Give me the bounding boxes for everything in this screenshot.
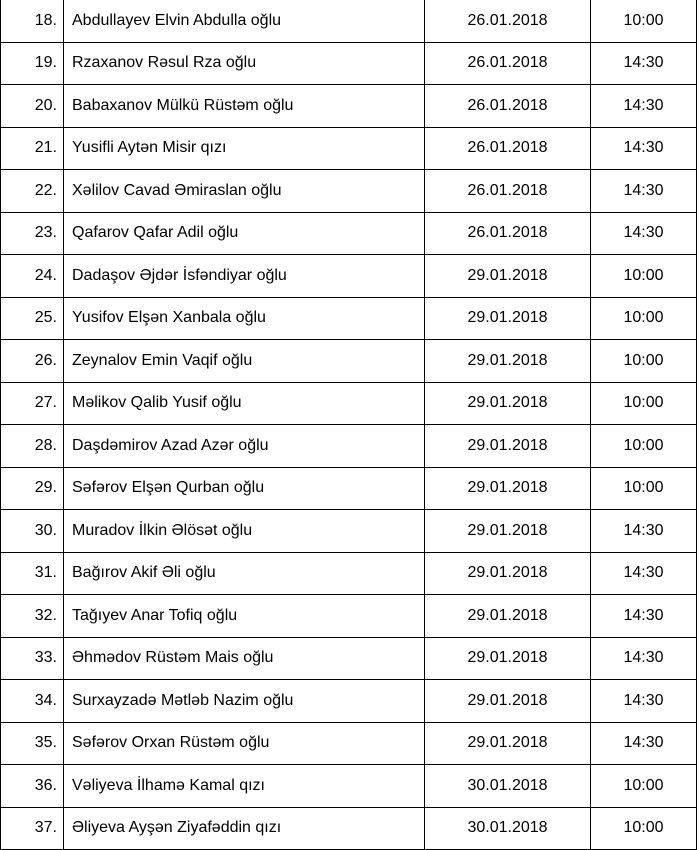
row-number: 31. — [1, 552, 64, 595]
appointment-date: 29.01.2018 — [425, 255, 591, 298]
table-row — [1, 552, 697, 595]
table-row — [1, 170, 697, 213]
row-number: 22. — [1, 170, 64, 213]
appointment-date: 26.01.2018 — [425, 127, 591, 170]
person-name: Babaxanov Mülkü Rüstəm oğlu — [64, 85, 425, 128]
person-name: Daşdəmirov Azad Azər oğlu — [64, 425, 425, 468]
person-name: Vəliyeva İlhamə Kamal qızı — [64, 765, 425, 808]
table-row — [1, 255, 697, 298]
table-row — [1, 722, 697, 765]
row-number: 29. — [1, 467, 64, 510]
appointment-time: 14:30 — [591, 170, 697, 213]
person-name: Əliyeva Ayşən Ziyafəddin qızı — [64, 807, 425, 850]
appointment-date: 26.01.2018 — [425, 212, 591, 255]
schedule-table-body — [1, 0, 697, 850]
appointment-date: 26.01.2018 — [425, 0, 591, 42]
person-name: Abdullayev Elvin Abdulla oğlu — [64, 0, 425, 42]
appointment-date: 29.01.2018 — [425, 510, 591, 553]
table-row — [1, 85, 697, 128]
row-number: 18. — [1, 0, 64, 42]
table-row — [1, 807, 697, 850]
person-name: Tağıyev Anar Tofiq oğlu — [64, 595, 425, 638]
row-number: 25. — [1, 297, 64, 340]
appointment-time: 14:30 — [591, 510, 697, 553]
appointment-time: 14:30 — [591, 680, 697, 723]
person-name: Səfərov Orxan Rüstəm oğlu — [64, 722, 425, 765]
row-number: 23. — [1, 212, 64, 255]
table-row — [1, 382, 697, 425]
appointment-date: 29.01.2018 — [425, 467, 591, 510]
appointment-time: 10:00 — [591, 340, 697, 383]
appointment-time: 14:30 — [591, 637, 697, 680]
row-number: 21. — [1, 127, 64, 170]
appointment-time: 14:30 — [591, 85, 697, 128]
table-row — [1, 212, 697, 255]
person-name: Muradov İlkin Əlösət oğlu — [64, 510, 425, 553]
row-number: 37. — [1, 807, 64, 850]
row-number: 20. — [1, 85, 64, 128]
person-name: Əhmədov Rüstəm Mais oğlu — [64, 637, 425, 680]
person-name: Zeynalov Emin Vaqif oğlu — [64, 340, 425, 383]
table-row — [1, 637, 697, 680]
table-row — [1, 0, 697, 42]
appointment-date: 30.01.2018 — [425, 807, 591, 850]
appointment-date: 29.01.2018 — [425, 425, 591, 468]
row-number: 19. — [1, 42, 64, 85]
row-number: 28. — [1, 425, 64, 468]
appointment-time: 14:30 — [591, 42, 697, 85]
appointment-time: 10:00 — [591, 382, 697, 425]
table-row — [1, 297, 697, 340]
table-row — [1, 765, 697, 808]
row-number: 33. — [1, 637, 64, 680]
appointment-date: 29.01.2018 — [425, 552, 591, 595]
appointment-time: 14:30 — [591, 595, 697, 638]
table-row — [1, 595, 697, 638]
row-number: 24. — [1, 255, 64, 298]
appointment-time: 14:30 — [591, 722, 697, 765]
appointment-time: 10:00 — [591, 297, 697, 340]
person-name: Bağırov Akif Əli oğlu — [64, 552, 425, 595]
appointment-time: 10:00 — [591, 255, 697, 298]
appointment-time: 10:00 — [591, 807, 697, 850]
person-name: Yusifov Elşən Xanbala oğlu — [64, 297, 425, 340]
table-row — [1, 340, 697, 383]
appointment-time: 14:30 — [591, 127, 697, 170]
appointment-time: 14:30 — [591, 552, 697, 595]
appointment-time: 10:00 — [591, 425, 697, 468]
appointment-time: 10:00 — [591, 467, 697, 510]
person-name: Dadaşov Əjdər İsfəndiyar oğlu — [64, 255, 425, 298]
appointment-date: 29.01.2018 — [425, 382, 591, 425]
appointment-date: 29.01.2018 — [425, 297, 591, 340]
person-name: Səfərov Elşən Qurban oğlu — [64, 467, 425, 510]
appointment-time: 10:00 — [591, 0, 697, 42]
person-name: Surxayzadə Mətləb Nazim oğlu — [64, 680, 425, 723]
appointment-date: 29.01.2018 — [425, 637, 591, 680]
appointment-date: 26.01.2018 — [425, 85, 591, 128]
person-name: Rzaxanov Rəsul Rza oğlu — [64, 42, 425, 85]
person-name: Məlikov Qalib Yusif oğlu — [64, 382, 425, 425]
row-number: 26. — [1, 340, 64, 383]
appointment-date: 29.01.2018 — [425, 680, 591, 723]
row-number: 36. — [1, 765, 64, 808]
row-number: 30. — [1, 510, 64, 553]
row-number: 34. — [1, 680, 64, 723]
table-row — [1, 510, 697, 553]
appointment-date: 29.01.2018 — [425, 722, 591, 765]
table-row — [1, 467, 697, 510]
appointment-date: 30.01.2018 — [425, 765, 591, 808]
appointment-date: 29.01.2018 — [425, 595, 591, 638]
row-number: 35. — [1, 722, 64, 765]
row-number: 32. — [1, 595, 64, 638]
appointment-date: 29.01.2018 — [425, 340, 591, 383]
person-name: Qafarov Qafar Adil oğlu — [64, 212, 425, 255]
appointment-date: 26.01.2018 — [425, 170, 591, 213]
table-row — [1, 680, 697, 723]
table-row — [1, 42, 697, 85]
row-number: 27. — [1, 382, 64, 425]
person-name: Yusifli Aytən Misir qızı — [64, 127, 425, 170]
table-row — [1, 127, 697, 170]
person-name: Xəlilov Cavad Əmiraslan oğlu — [64, 170, 425, 213]
appointment-date: 26.01.2018 — [425, 42, 591, 85]
appointment-time: 14:30 — [591, 212, 697, 255]
appointment-time: 10:00 — [591, 765, 697, 808]
table-row — [1, 425, 697, 468]
